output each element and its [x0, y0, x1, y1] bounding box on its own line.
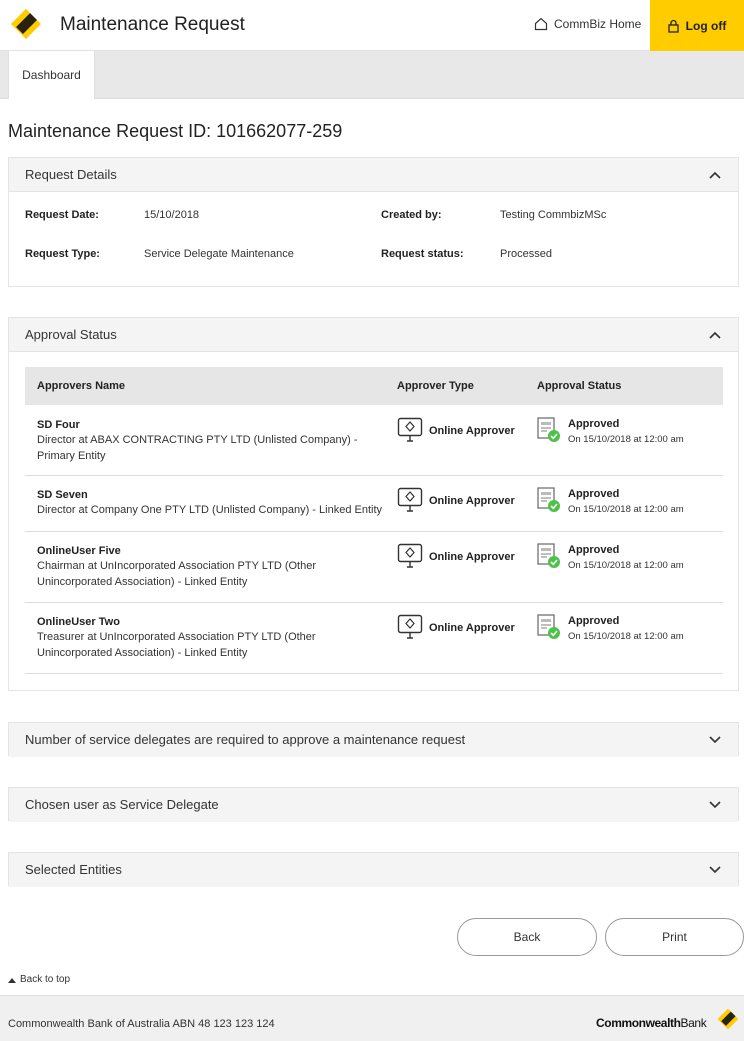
- request-date-value: 15/10/2018: [144, 209, 200, 221]
- approver-description: Director at Company One PTY LTD (Unlisted Company) - Linked Entity: [37, 504, 383, 516]
- tab-dashboard[interactable]: Dashboard: [8, 51, 95, 99]
- tab-bar: [0, 51, 744, 99]
- app-title: Maintenance Request: [60, 14, 245, 35]
- table-row: [25, 476, 723, 532]
- table-header: [25, 367, 723, 405]
- logoff-button[interactable]: [650, 0, 744, 51]
- column-approvers-name: Approvers Name: [37, 380, 126, 392]
- chevron-down-icon[interactable]: [708, 798, 722, 812]
- logoff-label: Log off: [685, 18, 727, 33]
- chevron-down-icon[interactable]: [708, 863, 722, 877]
- back-to-top-label: Back to top: [20, 974, 71, 985]
- approver-type: Online Approver: [429, 495, 515, 507]
- approver-name: SD Seven: [37, 489, 88, 501]
- brand-light: Bank: [680, 1016, 707, 1030]
- monitor-icon: [397, 417, 423, 443]
- request-details-panel: [8, 157, 739, 287]
- footer-brand-wordmark: [596, 1016, 706, 1030]
- back-button[interactable]: Back: [457, 918, 597, 956]
- approval-date: On 15/10/2018 at 12:00 am: [568, 631, 684, 642]
- approved-document-icon: [537, 543, 561, 569]
- approvers-table: [25, 367, 723, 674]
- table-row: [25, 405, 723, 476]
- approver-type: Online Approver: [429, 551, 515, 563]
- approved-document-icon: [537, 417, 561, 443]
- chevron-up-icon[interactable]: [708, 328, 722, 342]
- chosen-service-delegate-title: Chosen user as Service Delegate: [25, 797, 219, 812]
- commbank-logo-icon: [717, 1008, 739, 1030]
- lock-icon: [668, 19, 679, 33]
- table-row: [25, 603, 723, 674]
- commbank-logo-icon[interactable]: [10, 8, 42, 40]
- selected-entities-title: Selected Entities: [25, 862, 122, 877]
- approval-date: On 15/10/2018 at 12:00 am: [568, 504, 684, 515]
- triangle-up-icon: [8, 977, 16, 983]
- approval-status: Approved: [568, 418, 620, 430]
- request-details-title: Request Details: [25, 167, 117, 182]
- approval-status: Approved: [568, 488, 620, 500]
- request-type-value: Service Delegate Maintenance: [144, 248, 294, 260]
- monitor-icon: [397, 487, 423, 513]
- approver-type: Online Approver: [429, 425, 515, 437]
- selected-entities-header[interactable]: [9, 853, 738, 887]
- commbiz-home-label: CommBiz Home: [554, 17, 642, 31]
- column-approver-type: Approver Type: [397, 380, 474, 392]
- chosen-service-delegate-panel[interactable]: [8, 787, 739, 821]
- table-row: [25, 532, 723, 603]
- approver-type: Online Approver: [429, 622, 515, 634]
- home-icon: [534, 17, 548, 31]
- request-type-label: Request Type:: [25, 248, 100, 260]
- approved-document-icon: [537, 614, 561, 640]
- approval-status-panel: [8, 317, 739, 691]
- request-details-header[interactable]: [9, 158, 738, 192]
- request-date-label: Request Date:: [25, 209, 99, 221]
- print-button[interactable]: Print: [605, 918, 744, 956]
- approval-status: Approved: [568, 615, 620, 627]
- approval-status: Approved: [568, 544, 620, 556]
- approver-description: Chairman at UnIncorporated Association PTY LTD (Other Unincorporated Association) - Linked Entity: [37, 560, 316, 588]
- footer-abn-text: Commonwealth Bank of Australia ABN 48 123 123 124: [8, 1018, 275, 1030]
- created-by-value: Testing CommbizMSc: [500, 209, 607, 221]
- chosen-service-delegate-header[interactable]: [9, 788, 738, 822]
- footer: [0, 995, 744, 1041]
- approval-date: On 15/10/2018 at 12:00 am: [568, 434, 684, 445]
- created-by-label: Created by:: [381, 209, 442, 221]
- chevron-down-icon[interactable]: [708, 733, 722, 747]
- app-header: [0, 0, 744, 51]
- approval-status-header[interactable]: [9, 318, 738, 352]
- service-delegates-required-header[interactable]: [9, 723, 738, 757]
- chevron-up-icon[interactable]: [708, 168, 722, 182]
- approval-status-title: Approval Status: [25, 327, 117, 342]
- request-status-label: Request status:: [381, 248, 464, 260]
- approved-document-icon: [537, 487, 561, 513]
- approver-description: Treasurer at UnIncorporated Association PTY LTD (Other Unincorporated Association) - Linked Entity: [37, 631, 316, 659]
- approver-name: OnlineUser Five: [37, 545, 121, 557]
- column-approval-status: Approval Status: [537, 380, 622, 392]
- service-delegates-required-panel[interactable]: [8, 722, 739, 756]
- monitor-icon: [397, 614, 423, 640]
- selected-entities-panel[interactable]: [8, 852, 739, 886]
- brand-bold: Commonwealth: [596, 1016, 681, 1030]
- approver-description: Director at ABAX CONTRACTING PTY LTD (Unlisted Company) - Primary Entity: [37, 434, 358, 462]
- back-to-top-link[interactable]: [8, 974, 70, 985]
- approver-name: SD Four: [37, 419, 80, 431]
- approval-date: On 15/10/2018 at 12:00 am: [568, 560, 684, 571]
- service-delegates-required-title: Number of service delegates are required to approve a maintenance request: [25, 732, 466, 747]
- request-status-value: Processed: [500, 248, 552, 260]
- monitor-icon: [397, 543, 423, 569]
- page-title: Maintenance Request ID: 101662077-259: [8, 121, 343, 141]
- approver-name: OnlineUser Two: [37, 616, 120, 628]
- commbiz-home-link[interactable]: [534, 17, 641, 31]
